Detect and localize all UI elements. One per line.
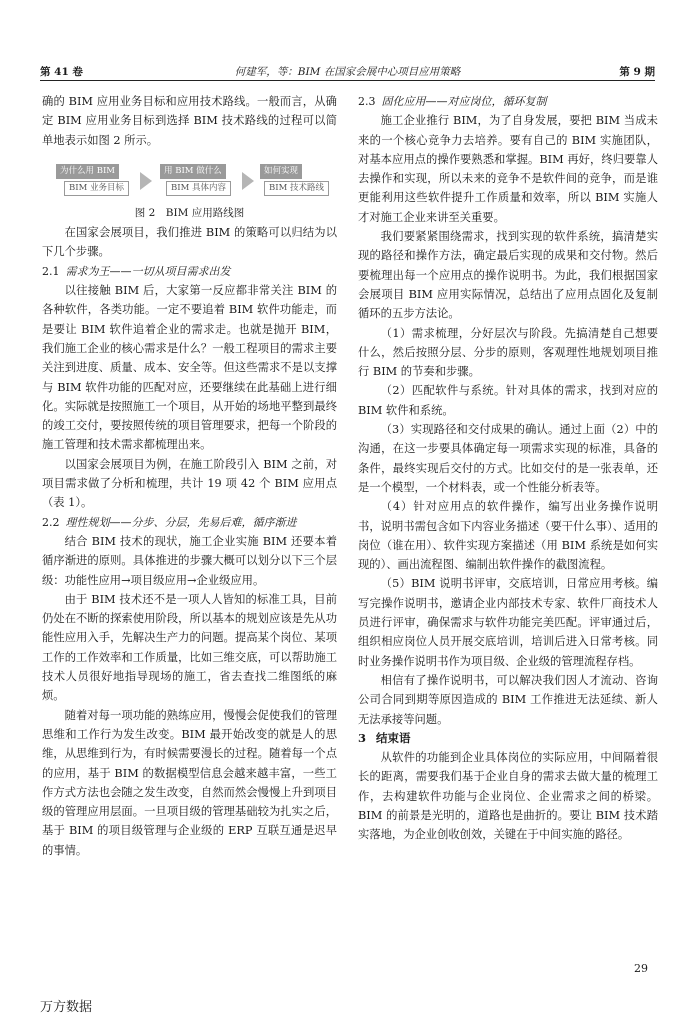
section-number: 2.3 — [358, 95, 376, 108]
section-title: 理性规划——分步、分层，先易后难，循序渐进 — [65, 515, 297, 529]
volume-label: 第 41 卷 — [40, 66, 83, 78]
figure-box-route: BIM 技术路线 — [264, 181, 329, 196]
paragraph: 以往接触 BIM 后，大家第一反应都非常关注 BIM 的各种软件，各类功能。一定不要追着 BIM 软件功能走，而是要让 BIM 软件追着企业的需求走。也就是抛开 BIM，我们施工企业的核心需求是什么？一般工程项目的需求主要关注到进度、质量、成本、安全等。但这些需求不是以支撑与 BIM 软件功能的匹配对应，还要继续在此基础上进行细化。实际就是按照施工一个项目，从开始的场地平整到最终的竣工交付，要按照传统的项目管理要求，把每一个阶段的施工管理和技术需求都梳理出来。 — [42, 284, 337, 452]
paragraph: 随着对每一项功能的熟练应用，慢慢会促使我们的管理思维和工作行为发生改变。BIM 最开始改变的就是人的思维，从思维到行为，有时候需要漫长的过程。随着每一个点的应用，基于 BIM 的数据模型信息会越来越丰富，一些工作方式方法也会随之发生改变，自然而然会慢慢上升到项目级的管理应用层面。一旦项目级的管理基础较为扎实之后，基于 BIM 的项目级管理与企业级的 ERP 互联互通是迟早的事情。 — [42, 708, 337, 857]
paragraph: 在国家会展项目，我们推进 BIM 的策略可以归结为以下几个步骤。 — [42, 226, 337, 259]
paragraph: 以国家会展项目为例，在施工阶段引入 BIM 之前，对项目需求做了分析和梳理，共计 19 项 42 个 BIM 应用点（表 1）。 — [42, 457, 337, 510]
paragraph: 施工企业推行 BIM，为了自身发展，要把 BIM 当成未来的一个核心竞争力去培养。要有自己的 BIM 实施团队，对基本应用点的操作要熟悉和掌握。BIM 再好，终归要靠人去操作和实现，所以未来的竞争不是软件间的竞争，而是谁更能利用这些软件提升工作质量和效率，所以 BIM 实施人才对施工企业来讲至关重要。 — [358, 114, 658, 224]
figure-caption: 图 2 BIM 应用路线图 — [134, 206, 245, 219]
paragraph: 确的 BIM 应用业务目标和应用技术路线。一般而言，从确定 BIM 应用业务目标到选择 BIM 技术路线的过程可以简单地表示如图 2 所示。 — [42, 95, 337, 147]
paragraph: （4）针对应用点的软件操作，编写出业务操作说明书，说明书需包含如下内容业务描述（要干什么事）、适用的岗位（谁在用）、软件实现方案描述（用 BIM 系统是如何实现的）、画出流程图、编制出软件操作的截图流程。 — [358, 500, 658, 572]
paragraph: （5）BIM 说明书评审，交底培训，日常应用考核。编写完操作说明书，邀请企业内部技术专家、软件厂商技术人员进行评审，确保需求与软件功能完美匹配。评审通过后，组织相应岗位人员开展交底培训，培训后进入日常考核。同时业务操作说明书作为项目级、企业级的管理流程存档。 — [358, 577, 658, 668]
paragraph: 由于 BIM 技术还不是一项人人皆知的标准工具，目前仍处在不断的探索使用阶段，所以基本的规划应该是先从功能性应用入手，先解决生产力的问题。提高某个岗位、某项工作的工作效率和工作质量，比如三维交底，可以帮助施工技术人员很好地指导现场的施工，省去查找二维图纸的麻烦。 — [42, 592, 337, 703]
running-title: 何建军，等：BIM 在国家会展中心项目应用策略 — [234, 66, 461, 78]
section-heading-2-3 — [358, 92, 658, 111]
paragraph: 从软件的功能到企业具体岗位的实际应用，中间隔着很长的距离，需要我们基于企业自身的需求去做大量的梳理工作，去构建软件功能与企业岗位、企业需求之间的桥梁。BIM 的前景是光明的，道路也是曲折的。要让 BIM 技术踏实落地，为企业创收创效，关键在于中间实施的路径。 — [358, 751, 658, 842]
section-number: 2.1 — [42, 264, 60, 278]
section-heading-2-1 — [42, 262, 337, 281]
arrow-right-icon — [140, 172, 152, 190]
section-title: 结束语 — [376, 730, 411, 745]
paragraph: 结合 BIM 技术的现状，施工企业实施 BIM 还要本着循序渐进的原则。具体推进的步骤大概可以划分以下三个层级：功能性应用→项目级应用→企业级应用。 — [42, 534, 337, 587]
arrow-right-icon — [242, 172, 254, 190]
section-heading-3 — [358, 729, 658, 748]
figure-box-what: 用 BIM 做什么 — [160, 164, 226, 179]
figure-box-goal: BIM 业务目标 — [64, 181, 129, 196]
section-title: 固化应用——对应岗位，循环复制 — [381, 95, 547, 108]
footer-watermark: 万方数据 — [40, 1000, 93, 1015]
page-number: 29 — [634, 962, 648, 975]
figure-box-content: BIM 具体内容 — [166, 181, 231, 196]
right-column — [358, 92, 658, 845]
running-header — [40, 62, 655, 81]
figure-2-roadmap — [42, 160, 337, 200]
paragraph: 我们要紧紧围绕需求，找到实现的软件系统，搞清楚实现的路径和操作方法，确定最后实现的成果和交付物。然后要梳理出每一个应用点的操作说明书。为此，我们根据国家会展项目 BIM 应用实际情况，总结出了应用点固化及复制循环的五步方法论。 — [358, 230, 658, 321]
section-heading-2-2 — [42, 513, 337, 532]
left-column — [42, 92, 337, 860]
figure-box-how: 如何实现 — [260, 164, 302, 179]
paragraph: （2）匹配软件与系统。针对具体的需求，找到对应的 BIM 软件和系统。 — [358, 384, 658, 417]
figure-box-why: 为什么用 BIM — [56, 164, 119, 179]
issue-label: 第 9 期 — [619, 66, 655, 78]
section-title: 需求为王——一切从项目需求出发 — [65, 264, 231, 278]
paragraph: 相信有了操作说明书，可以解决我们因人才流动、咨询公司合同到期等原因造成的 BIM 工作推进无法延续、新人无法承接等问题。 — [358, 673, 658, 726]
paragraph: （3）实现路径和交付成果的确认。通过上面（2）中的沟通，在这一步要具体确定每一项需求实现的标准，具备的条件，最终实现后交付的方式。比如交付的是一张表单，还是一个模型，一个材料表，或一个性能分析表等。 — [358, 423, 658, 494]
section-number: 2.2 — [42, 515, 60, 529]
paragraph: （1）需求梳理，分好层次与阶段。先搞清楚自己想要什么，然后按照分层、分步的原则，客观理性地规划项目推行 BIM 的节奏和步骤。 — [358, 326, 658, 379]
section-number: 3 — [358, 730, 367, 745]
